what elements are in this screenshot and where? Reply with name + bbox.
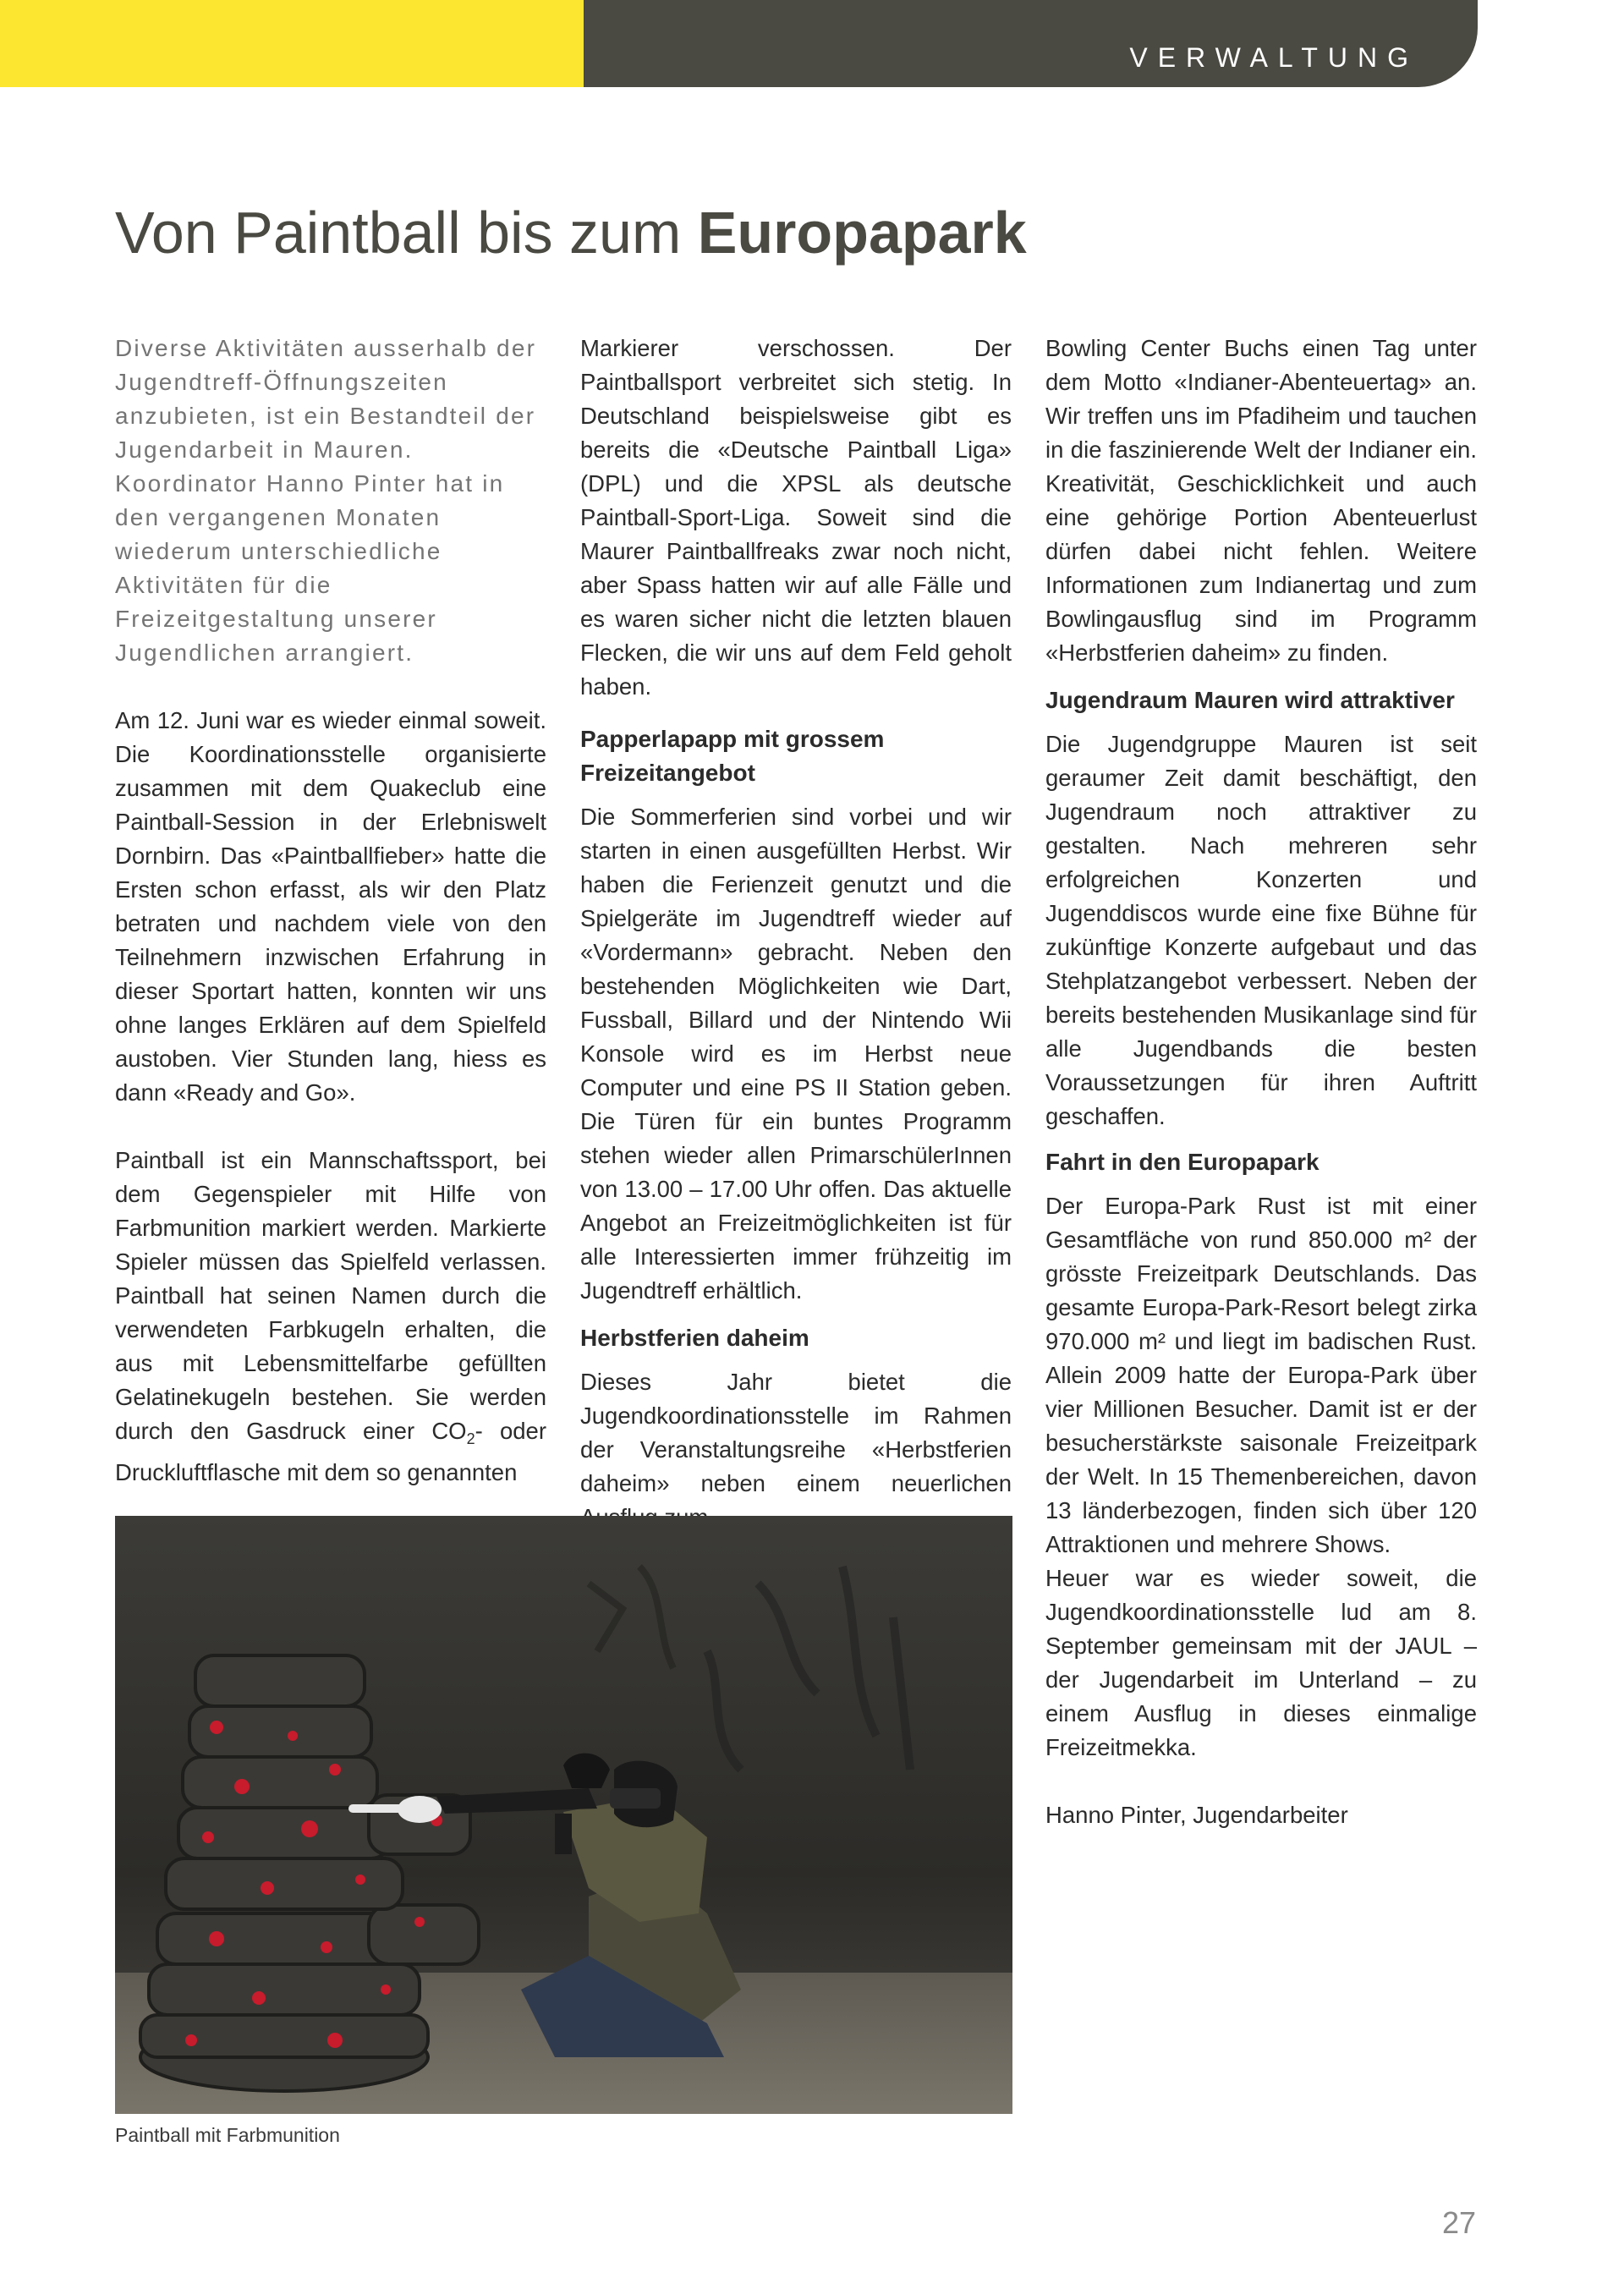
header-dark-bar	[584, 0, 1478, 87]
paragraph: Der Europa-Park Rust ist mit einer Gesamtfläche von rund 850.000 m² der grösste Freizeitpark Deutschlands. Das gesamte Europa-Park-Resort belegt zirka 970.000 m² und liegt im badischen Rust. Allein 2009 hatte der Europa-Park über vier Millionen Besucher. Damit ist er der besucherstärkste saisonale Freizeitpark der Welt. In 15 Themenbereichen, davon 13 länderbezogen, finden sich über 120 Attraktionen und mehrere Shows.	[1045, 1193, 1477, 1557]
section-label: VERWALTUNG	[1129, 42, 1418, 73]
paintball-photo-illustration	[115, 1516, 1012, 2114]
signature: Hanno Pinter, Jugendarbeiter	[1045, 1802, 1348, 1828]
page-title	[115, 199, 1027, 266]
page-title-regular: Von Paintball bis zum	[115, 200, 682, 266]
section-heading: Papperlapapp mit grossem Freizeitangebot	[580, 726, 885, 786]
article-column-3	[1045, 332, 1477, 1832]
header-yellow-bar	[0, 0, 584, 87]
article-column-2	[580, 332, 1012, 1534]
paragraph: Markierer verschossen. Der Paintballsport verbreitet sich stetig. In Deutschland beispielsweise gibt es bereits die «Deutsche Paintball Liga» (DPL) und die XPSL als deutsche Paintball-Sport-Liga. Soweit sind die Maurer Paintballfreaks zwar noch nicht, aber Spass hatten wir auf alle Fälle und es waren sicher nicht die letzten blauen Flecken, die wir uns auf dem Feld geholt haben.	[580, 335, 1012, 700]
section-heading: Herbstferien daheim	[580, 1325, 809, 1351]
page-title-bold: Europapark	[697, 200, 1027, 266]
paragraph: Dieses Jahr bietet die Jugendkoordinationsstelle im Rahmen der Veranstaltungsreihe «Herbstferien daheim» neben einem neuerlichen	[580, 1369, 1012, 1496]
paragraph: Am 12. Juni war es wieder einmal soweit. Die Koordinationsstelle organisierte zusammen mit dem Quakeclub eine Paintball-Session in der Erlebniswelt Dornbirn. Das «Paintballfieber» hatte die Ersten schon erfasst, als wir den Platz betraten und nachdem viele von den Teilnehmern inzwischen Erfahrung in dieser Sportart hatten, konnten wir uns ohne langes Erklären auf dem Spielfeld austoben. Vier Stunden lang, hiess es dann «Ready and Go».	[115, 707, 546, 1106]
paragraph: Heuer war es wieder soweit, die Jugendkoordinationsstelle lud am 8. September gemeinsam mit der JAUL – der Jugendarbeit im Unterland – zu einem Ausflug in dieses einmalige Freizeitmekka.	[1045, 1565, 1477, 1760]
paragraph	[115, 1144, 546, 1490]
paragraph-text: - oder Druckluftflasche mit dem so genannten	[115, 1418, 546, 1485]
paintball-photo	[115, 1516, 1012, 2114]
intro-paragraph: Diverse Aktivitäten ausserhalb der Jugendtreff-Öffnungszeiten anzubieten, ist ein Bestandteil der Jugendarbeit in Mauren. Koordinator Hanno Pinter hat in den vergangenen Monaten wiederum unterschiedliche Aktivitäten für die Freizeitgestaltung unserer Jugendlichen arrangiert.	[115, 335, 537, 666]
photo-caption: Paintball mit Farbmunition	[115, 2124, 340, 2146]
page-number: 27	[1441, 2205, 1476, 2240]
section-heading: Jugendraum Mauren wird attraktiver	[1045, 687, 1455, 713]
article-column-1	[115, 332, 546, 1490]
section-heading: Fahrt in den Europapark	[1045, 1149, 1320, 1175]
paragraph: Die Jugendgruppe Mauren ist seit geraumer Zeit damit beschäftigt, den Jugendraum noch attraktiver zu gestalten. Nach mehreren sehr erfolgreichen Konzerten und Jugenddiscos wurde eine fixe Bühne für zukünftige Konzerte aufgebaut und das Stehplatzangebot verbessert. Neben der bereits bestehenden Musikanlage sind für alle Jugendbands die besten Voraussetzungen für ihren Auftritt geschaffen.	[1045, 731, 1477, 1129]
paragraph: Bowling Center Buchs einen Tag unter dem Motto «Indianer-Abenteuertag» an. Wir treffen uns im Pfadiheim und tauchen in die faszinierende Welt der Indianer ein. Kreativität, Geschicklichkeit und auch eine gehörige Portion Abenteuerlust dürfen dabei nicht fehlen. Weitere Informationen zum Indianertag und zum Bowlingausflug sind im Programm «Herbstferien daheim» zu finden.	[1045, 335, 1477, 666]
subscript: 2	[466, 1430, 475, 1447]
paragraph-text: Paintball ist ein Mannschaftssport, bei dem Gegenspieler mit Hilfe von Farbmunition markiert werden. Markierte Spieler müssen das Spielfeld verlassen. Paintball hat seinen Namen durch die verwendeten Farbkugeln erhalten, die aus mit Lebensmittelfarbe gefüllten Gelatinekugeln bestehen. Sie werden durch den Gasdruck einer CO	[115, 1147, 546, 1444]
paragraph: Die Sommerferien sind vorbei und wir starten in einen ausgefüllten Herbst. Wir haben die Ferienzeit genutzt und die Spielgeräte im Jugendtreff wieder auf «Vordermann» gebracht. Neben den bestehenden Möglichkeiten wie Dart, Fussball, Billard und der Nintendo Wii Konsole wird es im Herbst neue Computer und eine PS II Station geben. Die Türen für ein buntes Programm stehen wieder allen PrimarschülerInnen von 13.00 – 17.00 Uhr offen. Das aktuelle Angebot an Freizeitmöglichkeiten ist für alle Interessierten immer frühzeitig im Jugendtreff erhältlich.	[580, 804, 1012, 1304]
